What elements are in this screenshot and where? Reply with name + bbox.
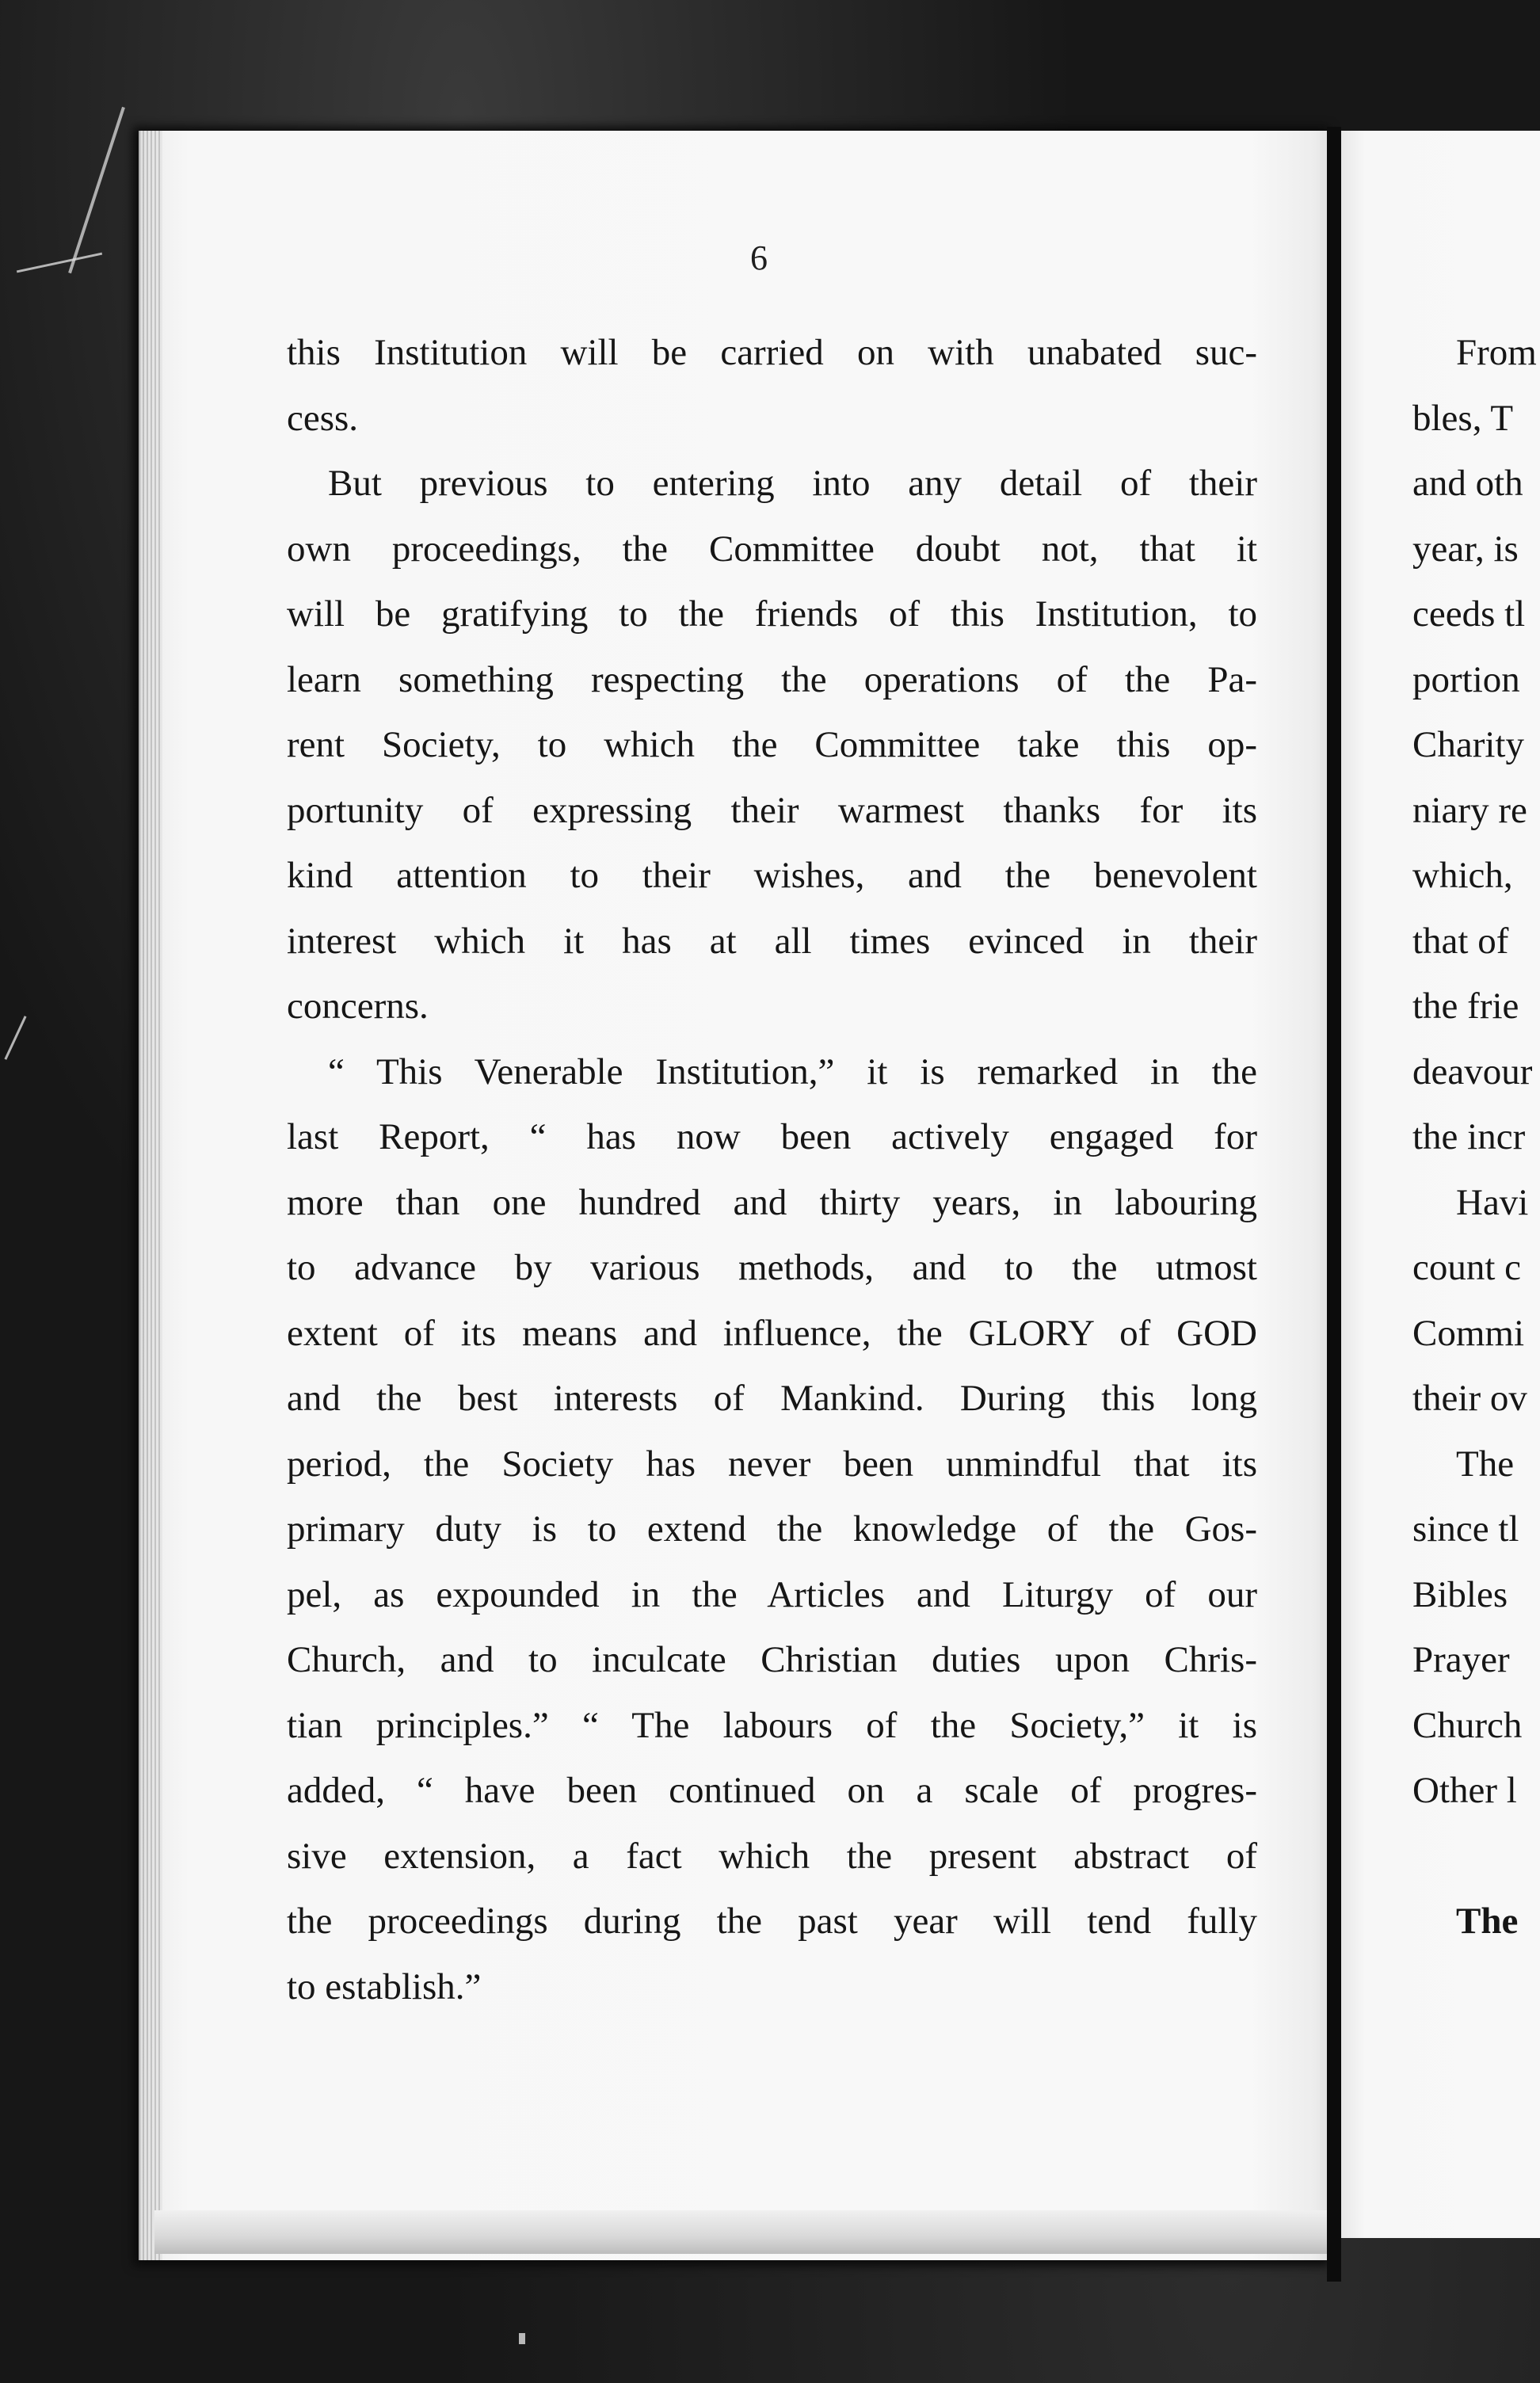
- text-line: year, is: [1412, 528, 1519, 570]
- text-line: extent of its means and influence, the GLORY of GOD: [287, 1312, 1257, 1354]
- text-line: to establish.”: [287, 1965, 482, 2007]
- text-line: and oth: [1412, 463, 1523, 504]
- text-line: bles, T: [1412, 397, 1514, 439]
- text-line: Charity: [1412, 724, 1524, 765]
- text-line: the proceedings during the past year will tend fully: [287, 1901, 1257, 1942]
- page-number: 6: [750, 238, 768, 277]
- text-line: portunity of expressing their warmest thanks for its: [287, 789, 1257, 831]
- text-line: to advance by various methods, and to the utmost: [287, 1247, 1257, 1288]
- text-line: last Report, “ has now been actively engaged for: [287, 1116, 1257, 1157]
- text-line: the incr: [1412, 1116, 1526, 1157]
- text-line: niary re: [1412, 789, 1527, 831]
- text-line: The: [1456, 1443, 1515, 1485]
- text-line: Other l: [1412, 1770, 1517, 1811]
- text-line: this Institution will be carried on with unabated suc-: [287, 332, 1257, 373]
- left-page-edge: [139, 131, 162, 2260]
- text-line: added, “ have been continued on a scale of progres-: [287, 1770, 1257, 1811]
- text-line: which,: [1412, 855, 1513, 896]
- text-line: learn something respecting the operations of the Pa-: [287, 658, 1257, 700]
- text-line: cess.: [287, 397, 359, 439]
- text-line: Commi: [1412, 1312, 1525, 1354]
- text-line: concerns.: [287, 986, 429, 1027]
- book-gutter: [1327, 127, 1341, 2282]
- text-line: Bibles: [1412, 1573, 1508, 1615]
- text-line: But previous to entering into any detail of their: [328, 463, 1257, 504]
- text-line: and the best interests of Mankind. During this long: [287, 1378, 1257, 1419]
- text-line: count c: [1412, 1247, 1522, 1288]
- text-line: “ This Venerable Institution,” it is remarked in the: [328, 1050, 1257, 1092]
- text-line: own proceedings, the Committee doubt not, that it: [287, 528, 1257, 570]
- text-line: period, the Society has never been unmindful that its: [287, 1443, 1257, 1485]
- text-line: Church, and to inculcate Christian duties upon Chris-: [287, 1639, 1257, 1680]
- text-line: From: [1456, 332, 1537, 373]
- text-line: more than one hundred and thirty years, in labouring: [287, 1181, 1257, 1223]
- text-line: interest which it has at all times evinced in their: [287, 920, 1257, 962]
- left-page-text: [287, 320, 1257, 2019]
- text-line: Church: [1412, 1704, 1523, 1746]
- text-line: Prayer: [1412, 1639, 1510, 1680]
- right-page-text: [1412, 320, 1540, 1954]
- scan-mark: [519, 2333, 525, 2344]
- text-line: their ov: [1412, 1378, 1527, 1419]
- text-line: primary duty is to extend the knowledge of the Gos-: [287, 1508, 1257, 1550]
- text-line: rent Society, to which the Committee take this op-: [287, 724, 1257, 765]
- text-line: tian principles.” “ The labours of the Society,” it is: [287, 1704, 1257, 1746]
- text-line: ceeds tl: [1412, 593, 1526, 635]
- text-line: Havi: [1456, 1181, 1529, 1223]
- text-line: The: [1456, 1900, 1519, 1942]
- text-line: deavour: [1412, 1050, 1533, 1092]
- text-line: portion: [1412, 658, 1520, 700]
- text-line: since tl: [1412, 1508, 1519, 1550]
- text-line: the frie: [1412, 986, 1519, 1027]
- text-line: will be gratifying to the friends of this Institution, to: [287, 593, 1257, 635]
- text-line: that of: [1412, 920, 1509, 962]
- text-line: sive extension, a fact which the present abstract of: [287, 1835, 1257, 1877]
- text-line: kind attention to their wishes, and the benevolent: [287, 855, 1257, 896]
- text-line: pel, as expounded in the Articles and Liturgy of our: [287, 1573, 1257, 1615]
- page-bottom-edge: [154, 2210, 1327, 2254]
